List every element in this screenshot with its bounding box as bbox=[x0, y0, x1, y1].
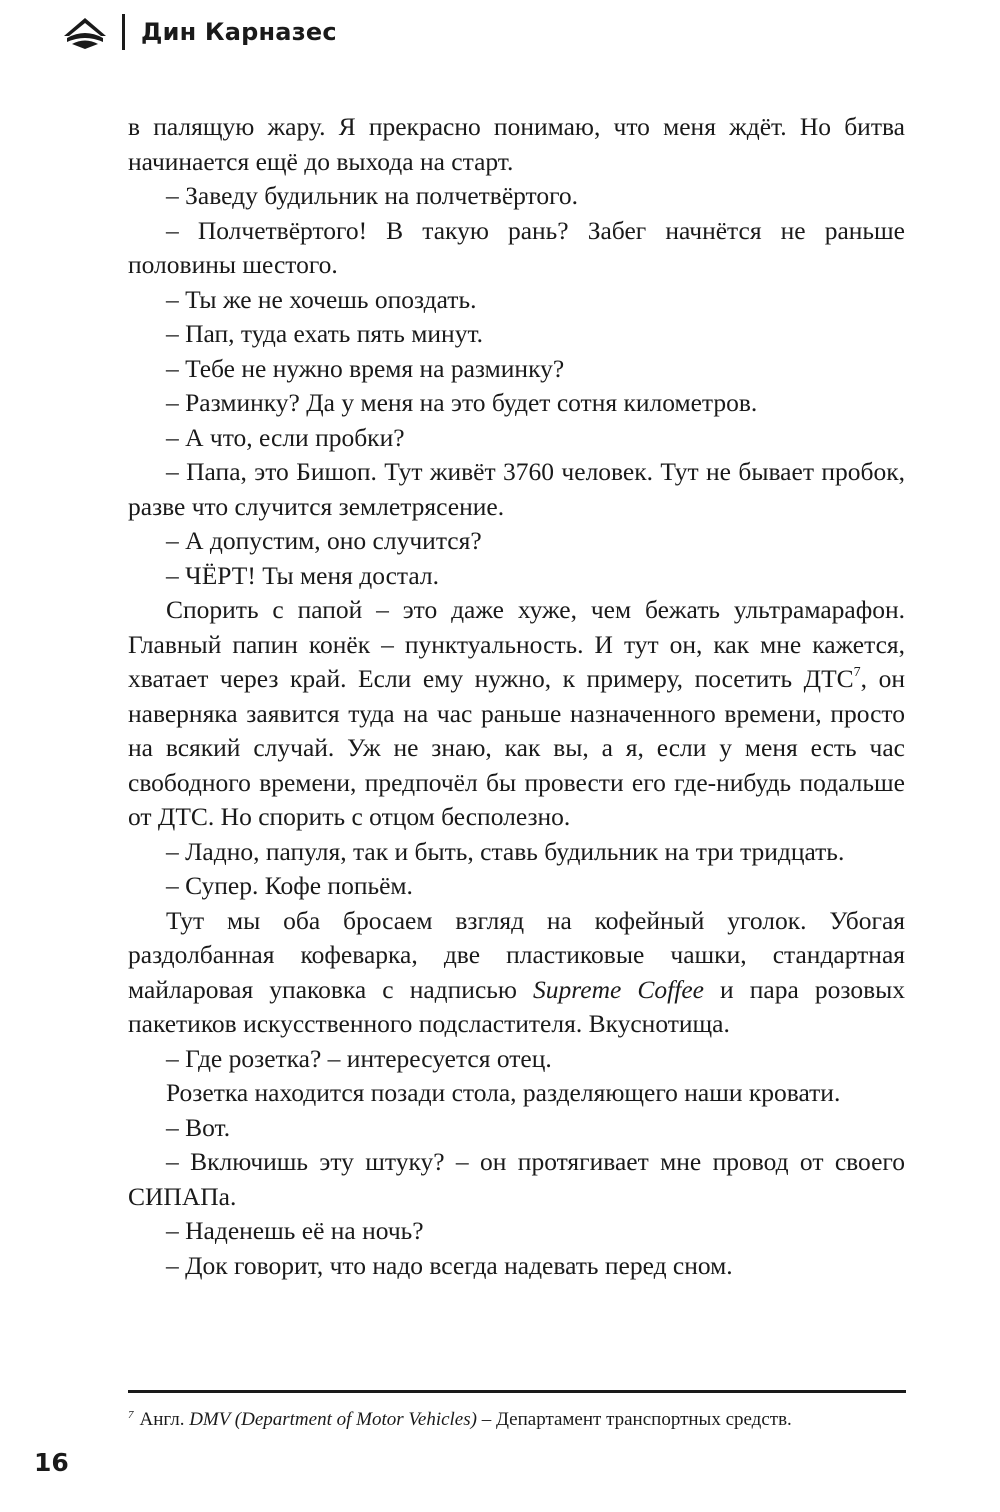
footnote-divider bbox=[128, 1390, 906, 1393]
text-run: , он наверняка заявится туда на час раньше назначенного времени, просто на всякий случай. Уж не знаю, как вы, а я, если у меня есть час свободного времени, предпочёл бы провести его где-нибудь подальше от ДТС. Но спорить с отцом бесполезно. bbox=[128, 664, 905, 831]
text-run: и пара розовых пакетиков искусственного подсластителя. Вкуснотища. bbox=[128, 974, 905, 1038]
paragraph bbox=[128, 593, 905, 835]
footnote-italic: DMV (Department of Motor Vehicles) bbox=[189, 1409, 477, 1430]
paragraph: – Папа, это Бишоп. Тут живёт 3760 человек. Тут не бывает пробок, разве что случится землетрясение. bbox=[128, 457, 905, 521]
paragraph: – Тебе не нужно время на разминку? bbox=[166, 353, 565, 383]
paragraph: – Разминку? Да у меня на это будет сотня километров. bbox=[166, 388, 758, 417]
paragraph: – Супер. Кофе попьём. bbox=[166, 871, 413, 900]
footnote bbox=[128, 1402, 906, 1433]
paragraph: – А допустим, оно случится? bbox=[166, 526, 482, 555]
author-name: Дин Карназес bbox=[141, 18, 337, 46]
paragraph: – Ладно, папуля, так и быть, ставь будильник на три тридцать. bbox=[166, 836, 845, 866]
paragraph: – Док говорит, что надо всегда надевать перед сном. bbox=[166, 1250, 733, 1280]
paragraph: – Ты же не хочешь опоздать. bbox=[166, 284, 477, 314]
paragraph: – ЧЁРТ! Ты меня достал. bbox=[166, 560, 440, 590]
paragraph: – Вот. bbox=[166, 1112, 231, 1142]
footnote-prefix: Англ. bbox=[139, 1409, 185, 1430]
footnote-marker: 7 bbox=[128, 1409, 134, 1421]
paragraph: – Пап, туда ехать пять минут. bbox=[166, 319, 484, 348]
text-run: Спорить с папой – это даже хуже, чем бежать ультрамарафон. Главный папин конёк – пунктуальность. И тут он, как мне кажется, хватает через край. Если ему нужно, к примеру, посетить ДТС bbox=[128, 595, 905, 693]
paragraph: – Полчетвёртого! В такую рань? Забег начнётся не раньше половины шестого. bbox=[128, 215, 905, 279]
running-header bbox=[62, 10, 337, 54]
paragraph: – Заведу будильник на полчетвёртого. bbox=[166, 181, 579, 210]
paragraph: – Включишь эту штуку? – он протягивает мне провод от своего СИПАПа. bbox=[128, 1147, 905, 1211]
paragraph: – Где розетка? – интересуется отец. bbox=[166, 1043, 552, 1073]
paragraph: – Наденешь её на ночь? bbox=[166, 1216, 424, 1245]
header-separator bbox=[122, 14, 125, 50]
body-text bbox=[128, 110, 905, 1283]
publisher-logo-icon bbox=[62, 14, 108, 50]
page-number: 16 bbox=[34, 1448, 69, 1477]
footnote-text: – Департамент транспортных средств. bbox=[476, 1409, 792, 1430]
paragraph: – А что, если пробки? bbox=[166, 422, 405, 452]
text-run: Тут мы оба бросаем взгляд на кофейный уголок. Убогая раздолбанная кофеварка, две пластиковые чашки, стандартная майларовая упаковка с надписью bbox=[128, 905, 905, 1004]
paragraph: Розетка находится позади стола, разделяющего наши кровати. bbox=[166, 1078, 841, 1107]
footnote-reference[interactable]: 7 bbox=[853, 665, 861, 680]
italic-brand-name: Supreme Coffee bbox=[533, 974, 704, 1004]
paragraph bbox=[128, 904, 905, 1042]
paragraph: в палящую жару. Я прекрасно понимаю, что меня ждёт. Но битва начинается ещё до выхода на старт. bbox=[128, 112, 905, 176]
